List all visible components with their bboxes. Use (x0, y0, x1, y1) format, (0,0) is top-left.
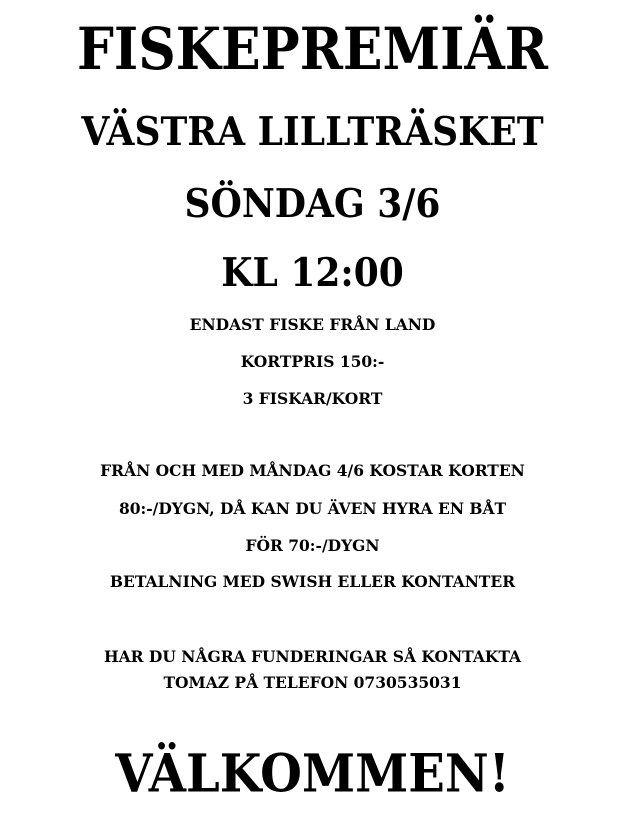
info-line-day-price: 80:-/DYGN, DÅ KAN DU ÄVEN HYRA EN BÅT (118, 499, 507, 518)
rule-line-card-price: KORTPRIS 150:- (240, 352, 385, 371)
contact-line-questions: HAR DU NÅGRA FUNDERINGAR SÅ KONTAKTA (103, 647, 522, 666)
poster-date: SÖNDAG 3/6 (184, 180, 441, 228)
poster-title: FISKEPREMIÄR (76, 15, 549, 84)
contact-line-phone: TOMAZ PÅ TELEFON 0730535031 (163, 673, 462, 692)
rule-line-fish-limit: 3 FISKAR/KORT (242, 389, 383, 408)
info-line-boat-price: FÖR 70:-/DYGN (245, 536, 380, 555)
welcome-text: VÄLKOMMEN! (115, 743, 510, 805)
info-line-from-monday: FRÅN OCH MED MÅNDAG 4/6 KOSTAR KORTEN (100, 461, 525, 480)
rule-line-land-only: ENDAST FISKE FRÅN LAND (189, 315, 436, 334)
info-line-payment: BETALNING MED SWISH ELLER KONTANTER (109, 572, 516, 591)
poster-time: KL 12:00 (221, 249, 404, 297)
poster-location: VÄSTRA LILLTRÄSKET (81, 108, 544, 156)
